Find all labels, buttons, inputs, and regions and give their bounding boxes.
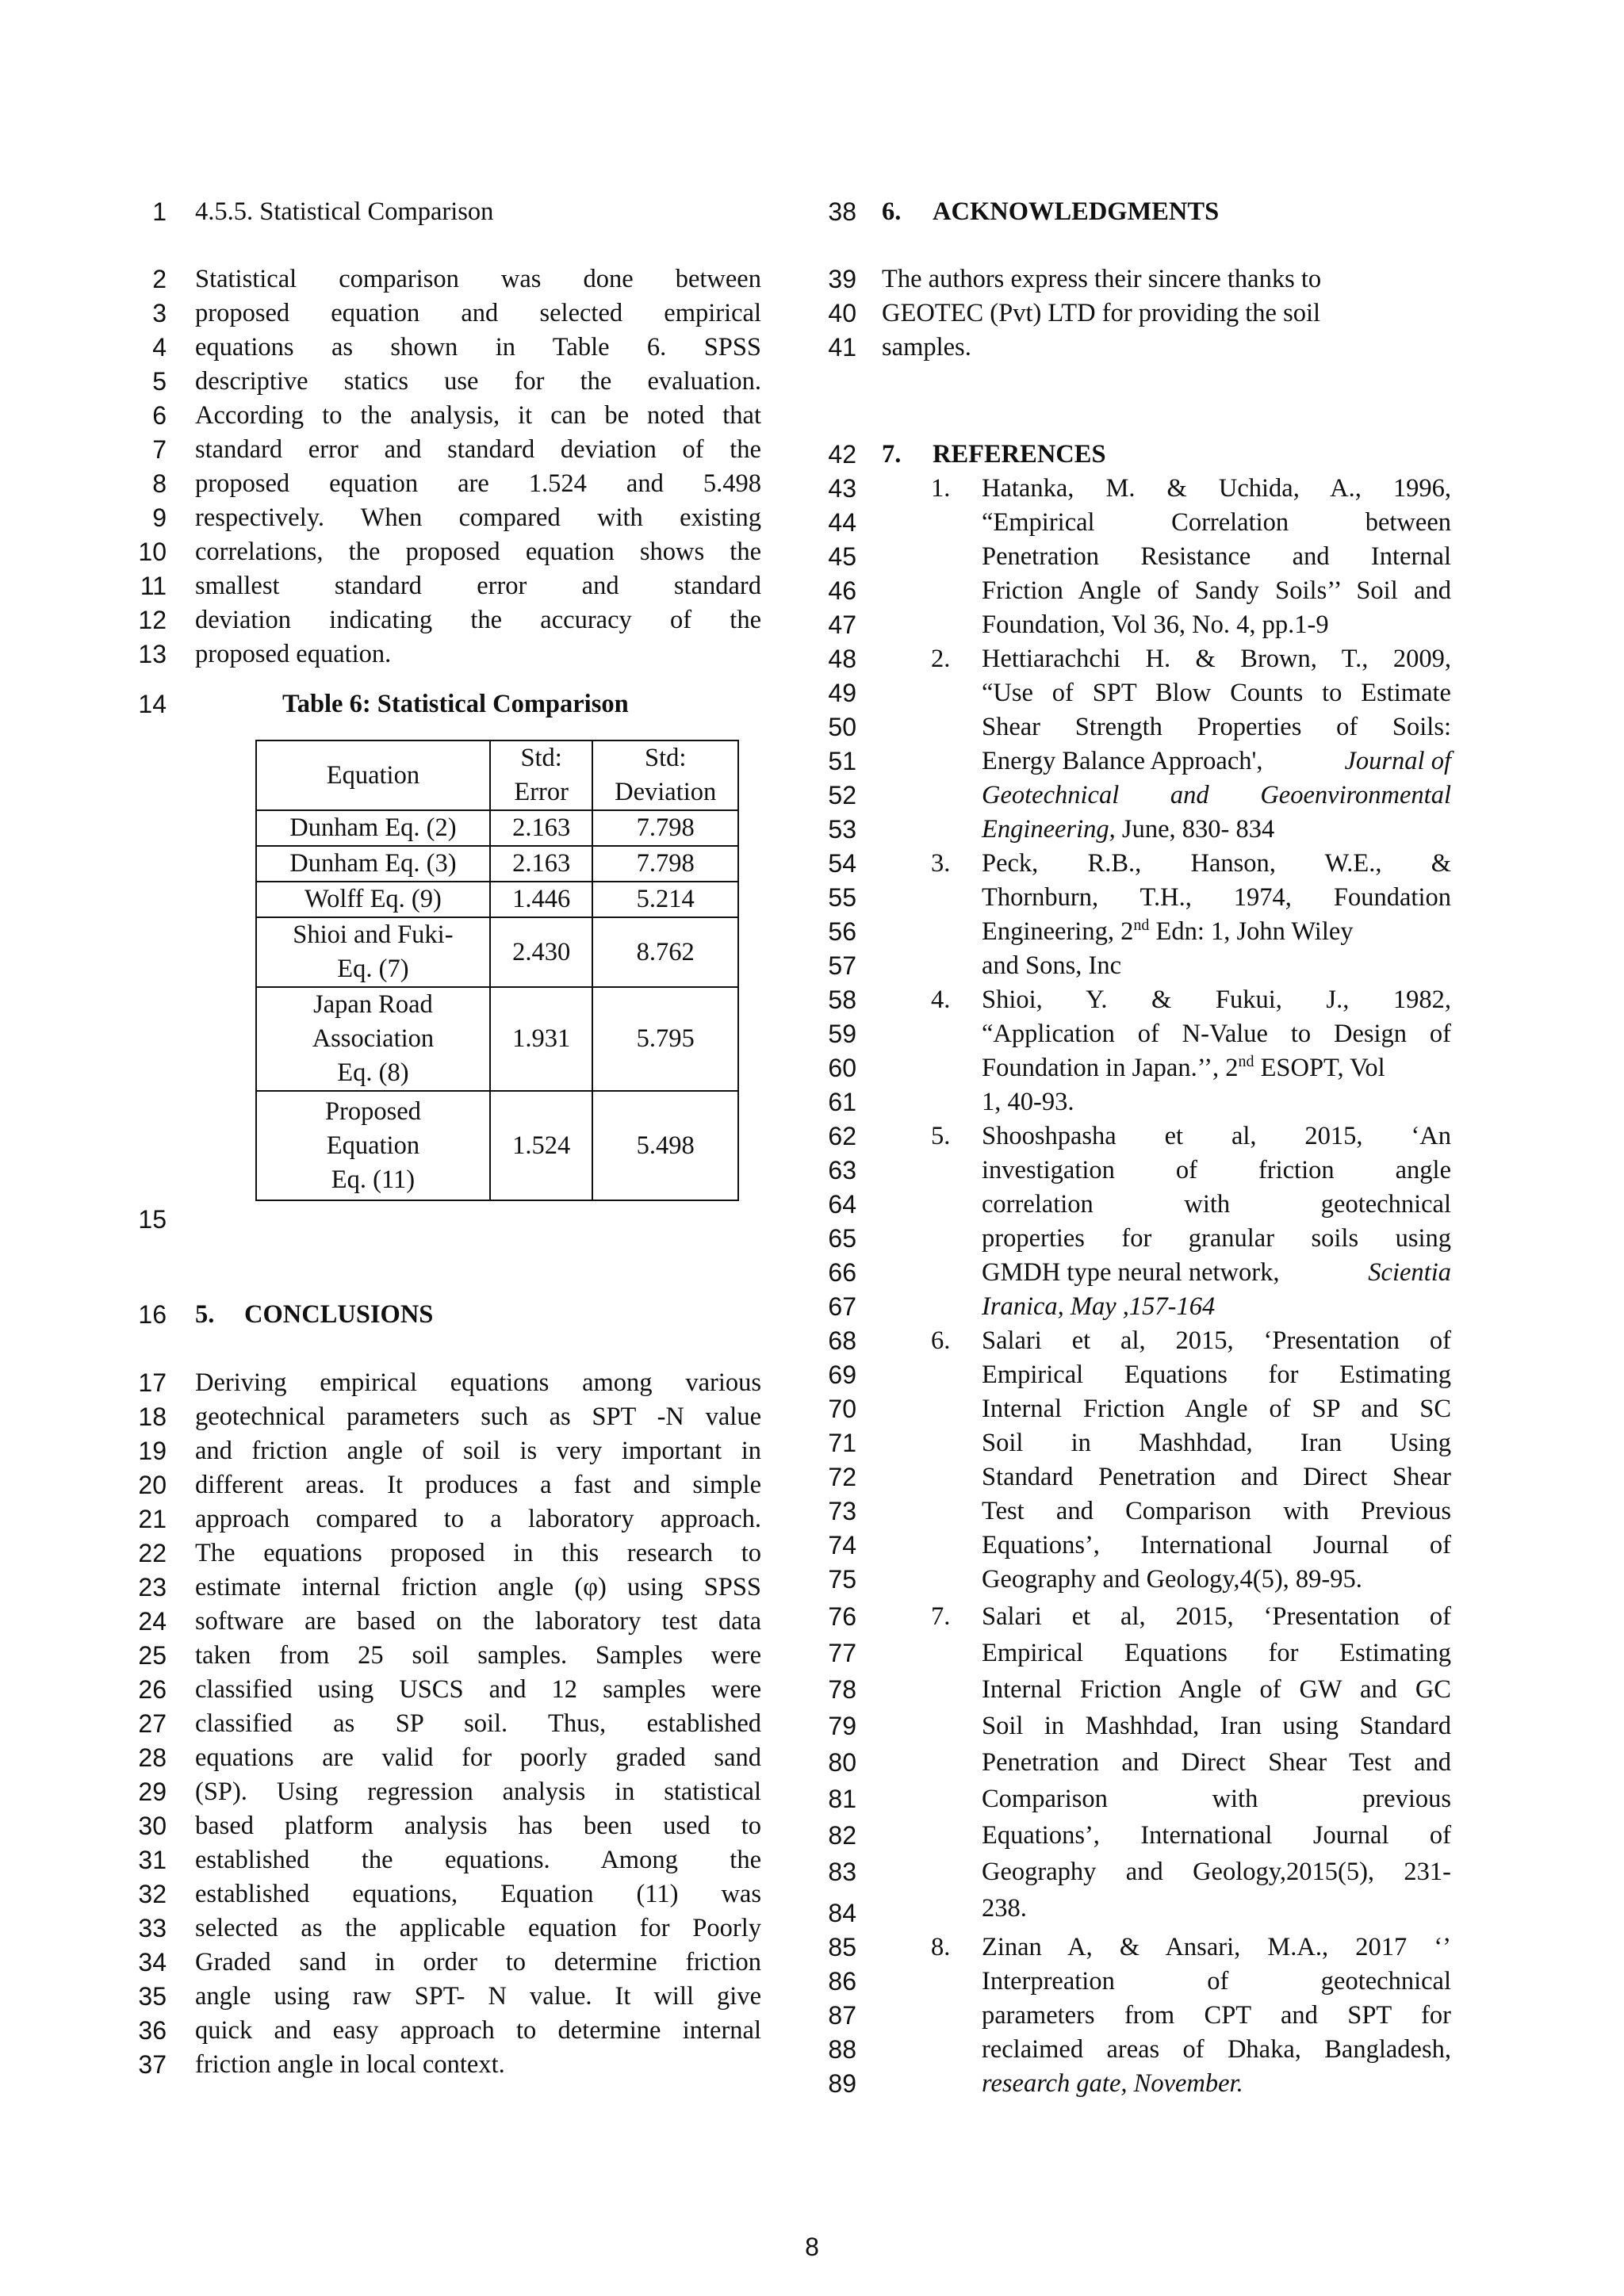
line-number: 36 [138,2016,167,2045]
paragraph-line: equations are valid for poorly graded sand [195,1743,761,1772]
line-number: 43 [828,474,856,503]
paragraph-line: Statistical comparison was done between [195,265,761,293]
paragraph-line: smallest standard error and standard [195,572,761,600]
reference-line: properties for granular soils using [982,1224,1451,1253]
line-number: 67 [828,1292,856,1321]
reference-number: 5. [931,1122,951,1150]
reference-line: Hettiarachchi H. & Brown, T., 2009, [982,645,1451,673]
paragraph-line: established the equations. Among the [195,1846,761,1874]
table-header-row [256,740,738,810]
paragraph-line: Deriving empirical equations among various [195,1368,761,1397]
paragraph-line: quick and easy approach to determine internal [195,2016,761,2045]
paragraph-line: angle using raw SPT- N value. It will give [195,1982,761,2011]
paragraph-line: proposed equation are 1.524 and 5.498 [195,469,761,498]
paragraph-line: different areas. It produces a fast and simple [195,1471,761,1499]
table-row [256,810,738,846]
line-number: 59 [828,1020,856,1048]
line-number: 20 [138,1471,167,1499]
reference-line: Internal Friction Angle of GW and GC [982,1675,1451,1704]
line-number: 17 [138,1368,167,1397]
paragraph-line: correlations, the proposed equation shows the [195,538,761,566]
paragraph-line: based platform analysis has been used to [195,1812,761,1840]
reference-line: Penetration Resistance and Internal [982,542,1451,571]
cell-std-error: 2.163 [490,810,593,846]
line-number: 41 [828,333,856,362]
reference-number: 4. [931,985,951,1014]
cell-std-error: 2.163 [490,846,593,882]
reference-number: 2. [931,645,951,673]
reference-number: 8. [931,1933,951,1961]
reference-line: Standard Penetration and Direct Shear [982,1463,1451,1491]
line-number: 8 [152,469,167,498]
reference-line: Penetration and Direct Shear Test and [982,1748,1451,1777]
line-number: 49 [828,679,856,707]
table-row [256,917,738,987]
table-row [256,1091,738,1200]
line-number: 38 [828,197,856,226]
paragraph-line: and friction angle of soil is very important in [195,1437,761,1465]
reference-line: Salari et al, 2015, ‘Presentation of [982,1326,1451,1355]
reference-line: Internal Friction Angle of SP and SC [982,1395,1451,1423]
line-number: 34 [138,1948,167,1976]
section-number: 6. [882,197,902,226]
reference-line: Geography and Geology,4(5), 89-95. [982,1565,1362,1594]
section-heading: REFERENCES [933,440,1106,469]
line-number: 75 [828,1565,856,1594]
header-std-error: Std: Error [490,740,593,810]
paragraph-line: standard error and standard deviation of the [195,435,761,464]
paragraph-line: (SP). Using regression analysis in statistical [195,1777,761,1806]
line-number: 64 [828,1190,856,1219]
paragraph-line: classified as SP soil. Thus, established [195,1709,761,1738]
cell-equation: Japan Road Association Eq. (8) [256,987,490,1091]
line-number: 26 [138,1675,167,1704]
line-number: 46 [828,576,856,605]
paragraph-line: selected as the applicable equation for Poorly [195,1914,761,1942]
reference-line [982,1256,1451,1290]
line-number: 45 [828,542,856,571]
line-number: 25 [138,1641,167,1670]
header-std-deviation: Std: Deviation [592,740,738,810]
line-number: 58 [828,985,856,1014]
line-number: 89 [828,2069,856,2098]
line-number: 44 [828,508,856,537]
cell-std-error: 1.446 [490,882,593,917]
line-number: 22 [138,1539,167,1567]
reference-line: 1, 40-93. [982,1088,1074,1116]
reference-journal: Scientia [1368,1258,1451,1287]
line-number: 48 [828,645,856,673]
line-number: 39 [828,265,856,293]
cell-std-error: 1.524 [490,1091,593,1200]
line-number: 16 [138,1300,167,1329]
paragraph-line: descriptive statics use for the evaluation. [195,367,761,396]
line-number: 19 [138,1437,167,1465]
reference-number: 7. [931,1602,951,1631]
line-number: 18 [138,1402,167,1431]
cell-equation: Wolff Eq. (9) [256,882,490,917]
cell-std-error: 1.931 [490,987,593,1091]
reference-line [982,915,1354,949]
line-number: 74 [828,1531,856,1559]
line-number: 79 [828,1712,856,1740]
reference-journal: Journal of [1344,747,1451,775]
reference-line: correlation with geotechnical [982,1190,1451,1219]
reference-line: Friction Angle of Sandy Soils’’ Soil and [982,576,1451,605]
paragraph-line: equations as shown in Table 6. SPSS [195,333,761,362]
line-number: 3 [152,299,167,327]
cell-std-error: 2.430 [490,917,593,987]
reference-line: Shooshpasha et al, 2015, ‘An [982,1122,1451,1150]
line-number: 5 [152,367,167,396]
reference-line: Comparison with previous [982,1785,1451,1813]
section-number: 5. [195,1300,215,1329]
reference-number: 6. [931,1326,951,1355]
reference-line: Hatanka, M. & Uchida, A., 1996, [982,474,1451,503]
paragraph-line: The equations proposed in this research to [195,1539,761,1567]
paragraph-line: friction angle in local context. [195,2050,505,2079]
line-number: 4 [152,333,167,362]
reference-line: “Use of SPT Blow Counts to Estimate [982,679,1451,707]
line-number: 32 [138,1880,167,1908]
table-row [256,987,738,1091]
line-number: 11 [140,572,167,600]
paragraph-line: The authors express their sincere thanks to [882,265,1322,293]
paragraph-line: estimate internal friction angle (φ) using SPSS [195,1573,761,1601]
paragraph-line: classified using USCS and 12 samples were [195,1675,761,1704]
line-number: 23 [138,1573,167,1601]
line-number: 27 [138,1709,167,1738]
line-number: 66 [828,1258,856,1287]
reference-line: Salari et al, 2015, ‘Presentation of [982,1602,1451,1631]
line-number: 85 [828,1933,856,1961]
reference-text: Foundation in Japan.’’, 2 [982,1054,1239,1082]
line-number: 88 [828,2035,856,2064]
cell-equation: Shioi and Fuki- Eq. (7) [256,917,490,987]
line-number: 6 [152,401,167,430]
cell-std-deviation: 8.762 [592,917,738,987]
cell-std-deviation: 7.798 [592,846,738,882]
section-heading: ACKNOWLEDGMENTS [933,197,1220,226]
line-number: 51 [828,747,856,775]
reference-line: Test and Comparison with Previous [982,1497,1451,1525]
line-number: 56 [828,917,856,946]
reference-line: Iranica, May ,157-164 [982,1292,1216,1321]
reference-line: Soil in Mashhdad, Iran using Standard [982,1712,1451,1740]
line-number: 50 [828,713,856,741]
paragraph-line: proposed equation. [195,640,392,668]
line-number: 61 [828,1088,856,1116]
line-number: 47 [828,610,856,639]
line-number: 21 [138,1505,167,1533]
cell-std-deviation: 5.795 [592,987,738,1091]
superscript: nd [1238,1053,1254,1071]
line-number: 35 [138,1982,167,2011]
reference-number: 3. [931,849,951,878]
section-heading: 4.5.5. Statistical Comparison [195,197,494,226]
reference-line: reclaimed areas of Dhaka, Bangladesh, [982,2035,1451,2064]
paragraph-line: established equations, Equation (11) was [195,1880,761,1908]
reference-line [982,744,1451,779]
cell-equation: Dunham Eq. (3) [256,846,490,882]
reference-line: Interpreation of geotechnical [982,1967,1451,1996]
cell-std-deviation: 5.214 [592,882,738,917]
line-number: 71 [828,1429,856,1457]
reference-line: Shear Strength Properties of Soils: [982,713,1451,741]
reference-journal: Engineering, [982,815,1116,844]
line-number: 37 [138,2050,167,2079]
reference-line [982,813,1274,847]
line-number: 65 [828,1224,856,1253]
reference-text: June, 830- 834 [1115,815,1275,844]
line-number: 73 [828,1497,856,1525]
reference-line: Shioi, Y. & Fukui, J., 1982, [982,985,1451,1014]
line-number: 1 [152,197,167,226]
reference-line [982,1051,1385,1085]
reference-line: parameters from CPT and SPT for [982,2001,1451,2030]
paragraph-line: samples. [882,333,971,362]
paragraph-line: Graded sand in order to determine friction [195,1948,761,1976]
line-number: 86 [828,1967,856,1996]
line-number: 78 [828,1675,856,1704]
superscript: nd [1133,916,1150,935]
paragraph-line: deviation indicating the accuracy of the [195,606,761,634]
line-number: 82 [828,1821,856,1850]
line-number: 42 [828,440,856,469]
cell-equation: Proposed Equation Eq. (11) [256,1091,490,1200]
reference-line: “Empirical Correlation between [982,508,1451,537]
cell-equation: Dunham Eq. (2) [256,810,490,846]
reference-line: Zinan A, & Ansari, M.A., 2017 ‘’ [982,1933,1451,1961]
reference-text: GMDH type neural network, [982,1258,1286,1287]
reference-text: Edn: 1, John Wiley [1149,917,1354,946]
paragraph-line: According to the analysis, it can be noted that [195,401,761,430]
reference-line: Equations’, International Journal of [982,1821,1451,1850]
statistical-comparison-table [255,740,739,1201]
line-number: 68 [828,1326,856,1355]
reference-text: Engineering, 2 [982,917,1134,946]
table-row [256,846,738,882]
line-number: 53 [828,815,856,844]
line-number: 80 [828,1748,856,1777]
reference-line: Geotechnical and Geoenvironmental [982,781,1451,809]
line-number: 30 [138,1812,167,1840]
line-number: 33 [138,1914,167,1942]
section-heading: CONCLUSIONS [244,1300,434,1329]
line-number: 57 [828,951,856,980]
reference-line: investigation of friction angle [982,1156,1451,1184]
reference-text: Energy Balance Approach', [982,747,1270,775]
reference-line: research gate, November. [982,2069,1243,2098]
line-number: 69 [828,1360,856,1389]
reference-line: Foundation, Vol 36, No. 4, pp.1-9 [982,610,1329,639]
line-number: 72 [828,1463,856,1491]
line-number: 54 [828,849,856,878]
line-number: 2 [152,265,167,293]
reference-line: Geography and Geology,2015(5), 231- [982,1858,1451,1886]
paragraph-line: GEOTEC (Pvt) LTD for providing the soil [882,299,1321,327]
line-number: 55 [828,883,856,912]
reference-line: Empirical Equations for Estimating [982,1360,1451,1389]
reference-number: 1. [931,474,951,503]
line-number: 29 [138,1777,167,1806]
line-number: 12 [138,606,167,634]
line-number: 77 [828,1639,856,1667]
line-number: 13 [138,640,167,668]
paragraph-line: approach compared to a laboratory approach. [195,1505,761,1533]
cell-std-deviation: 7.798 [592,810,738,846]
reference-line: “Application of N-Value to Design of [982,1020,1451,1048]
line-number: 84 [828,1899,856,1927]
section-number: 7. [882,440,902,469]
line-number: 83 [828,1858,856,1886]
line-number: 63 [828,1156,856,1184]
reference-line: Soil in Mashhdad, Iran Using [982,1429,1451,1457]
line-number: 62 [828,1122,856,1150]
reference-line: Empirical Equations for Estimating [982,1639,1451,1667]
reference-text: ESOPT, Vol [1254,1054,1385,1082]
page-number: 8 [805,2233,819,2261]
line-number: 31 [138,1846,167,1874]
line-number: 87 [828,2001,856,2030]
line-number: 81 [828,1785,856,1813]
line-number: 60 [828,1054,856,1082]
reference-line: Thornburn, T.H., 1974, Foundation [982,883,1451,912]
reference-line: Peck, R.B., Hanson, W.E., & [982,849,1451,878]
line-number: 28 [138,1743,167,1772]
line-number: 9 [152,503,167,532]
paragraph-line: taken from 25 soil samples. Samples were [195,1641,761,1670]
line-number: 15 [138,1205,167,1234]
line-number: 10 [138,538,167,566]
reference-line: 238. [982,1894,1027,1923]
line-number: 24 [138,1607,167,1636]
paragraph-line: software are based on the laboratory test data [195,1607,761,1636]
line-number: 40 [828,299,856,327]
cell-std-deviation: 5.498 [592,1091,738,1200]
reference-line: Equations’, International Journal of [982,1531,1451,1559]
paragraph-line: respectively. When compared with existing [195,503,761,532]
line-number: 52 [828,781,856,809]
line-number: 70 [828,1395,856,1423]
line-number: 7 [152,435,167,464]
paragraph-line: proposed equation and selected empirical [195,299,761,327]
table-caption: Table 6: Statistical Comparison [282,690,629,718]
reference-line: and Sons, Inc [982,951,1122,980]
line-number: 14 [138,690,167,718]
line-number: 76 [828,1602,856,1631]
paragraph-line: geotechnical parameters such as SPT -N value [195,1402,761,1431]
table-row [256,882,738,917]
header-equation: Equation [256,740,490,810]
